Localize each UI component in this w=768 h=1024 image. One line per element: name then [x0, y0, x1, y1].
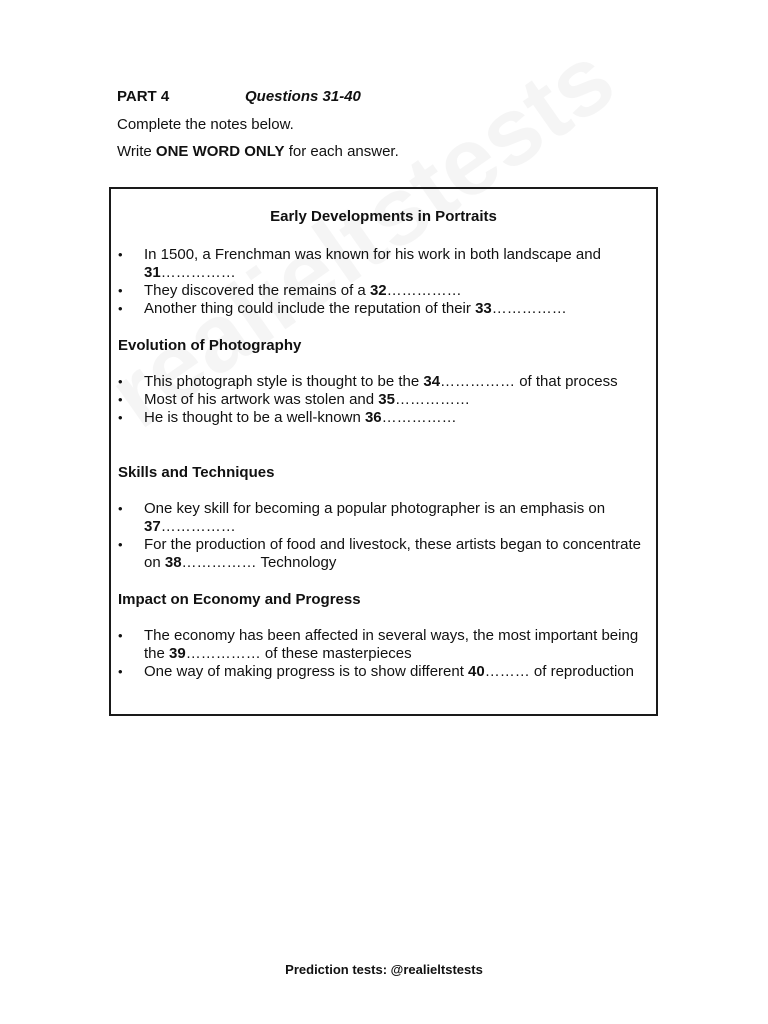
bullet-list-photography: [111, 373, 656, 427]
note-text: They discovered the remains of a: [144, 282, 370, 299]
note-item-38: [111, 536, 656, 572]
bullet-icon: •: [118, 374, 123, 389]
bullet-icon: •: [118, 664, 123, 679]
note-item-34: [111, 373, 656, 391]
note-text: One key skill for becoming a popular photographer is an emphasis on: [144, 500, 606, 517]
bullet-icon: •: [118, 501, 123, 516]
note-text: The economy has been affected in several ways, the most important being the: [144, 627, 639, 662]
note-item-39: [111, 627, 656, 663]
note-text: Another thing could include the reputation of their: [144, 300, 476, 317]
notes-title: Early Developments in Portraits: [270, 208, 497, 225]
bullet-icon: •: [118, 301, 123, 316]
note-item-33: [111, 300, 656, 318]
note-item-35: [111, 391, 656, 409]
bullet-list-skills: [111, 500, 656, 572]
question-number: 40: [468, 663, 485, 680]
note-text: He is thought to be a well-known: [144, 409, 365, 426]
question-number: 36: [364, 409, 382, 426]
question-number: 38: [164, 554, 182, 571]
note-text: In 1500, a Frenchman was known for his work in both landscape and: [144, 246, 601, 263]
note-item-37: [111, 500, 656, 536]
footer-credit: Prediction tests: @realieltstests: [285, 962, 483, 977]
answer-blank: ……………: [394, 391, 470, 408]
answer-blank: ……… of reproduction: [484, 663, 634, 680]
note-item-40: [111, 663, 656, 681]
note-item-31: [111, 246, 656, 282]
question-number: 37: [144, 518, 161, 535]
note-text: Most of his artwork was stolen and: [144, 391, 379, 408]
instruction-word-limit: [117, 143, 399, 160]
bullet-icon: •: [118, 410, 123, 425]
question-number: 31: [144, 264, 161, 281]
question-number: 32: [369, 282, 387, 299]
section-heading-photography: Evolution of Photography: [118, 337, 302, 354]
bullet-icon: •: [118, 392, 123, 407]
instruction-word-limit-emphasis: ONE WORD ONLY: [155, 143, 285, 160]
answer-blank: ……………: [160, 264, 236, 281]
note-text: For the production of food and livestock, these artists began to concentrate on: [144, 536, 641, 571]
notes-box: [109, 187, 658, 716]
part-label: PART 4: [117, 88, 170, 105]
instruction-prefix: Write: [117, 143, 156, 160]
question-number: 33: [475, 300, 492, 317]
answer-blank: ……………: [491, 300, 567, 317]
answer-blank: ……………: [160, 518, 236, 535]
bullet-icon: •: [118, 283, 123, 298]
instruction-suffix: for each answer.: [284, 143, 399, 160]
part-header: [117, 88, 361, 105]
note-text: This photograph style is thought to be the: [144, 373, 424, 390]
section-heading-skills: Skills and Techniques: [118, 464, 275, 481]
answer-blank: …………… of that process: [440, 373, 618, 390]
question-number: 39: [169, 645, 186, 662]
bullet-icon: •: [118, 628, 123, 643]
question-number: 34: [423, 373, 441, 390]
instruction-complete-notes: Complete the notes below.: [117, 116, 294, 133]
answer-blank: ……………: [381, 409, 457, 426]
answer-blank: …………… Technology: [181, 554, 337, 571]
bullet-icon: •: [118, 537, 123, 552]
note-item-36: [111, 409, 656, 427]
answer-blank: …………… of these masterpieces: [185, 645, 412, 662]
bullet-list-economy: [111, 627, 656, 681]
bullet-icon: •: [118, 247, 123, 262]
answer-blank: ……………: [386, 282, 462, 299]
note-item-32: [111, 282, 656, 300]
section-heading-economy: Impact on Economy and Progress: [118, 591, 361, 608]
questions-range: Questions 31-40: [245, 88, 361, 105]
bullet-list-portraits: [111, 246, 656, 318]
note-text: One way of making progress is to show different: [144, 663, 469, 680]
question-number: 35: [378, 391, 395, 408]
